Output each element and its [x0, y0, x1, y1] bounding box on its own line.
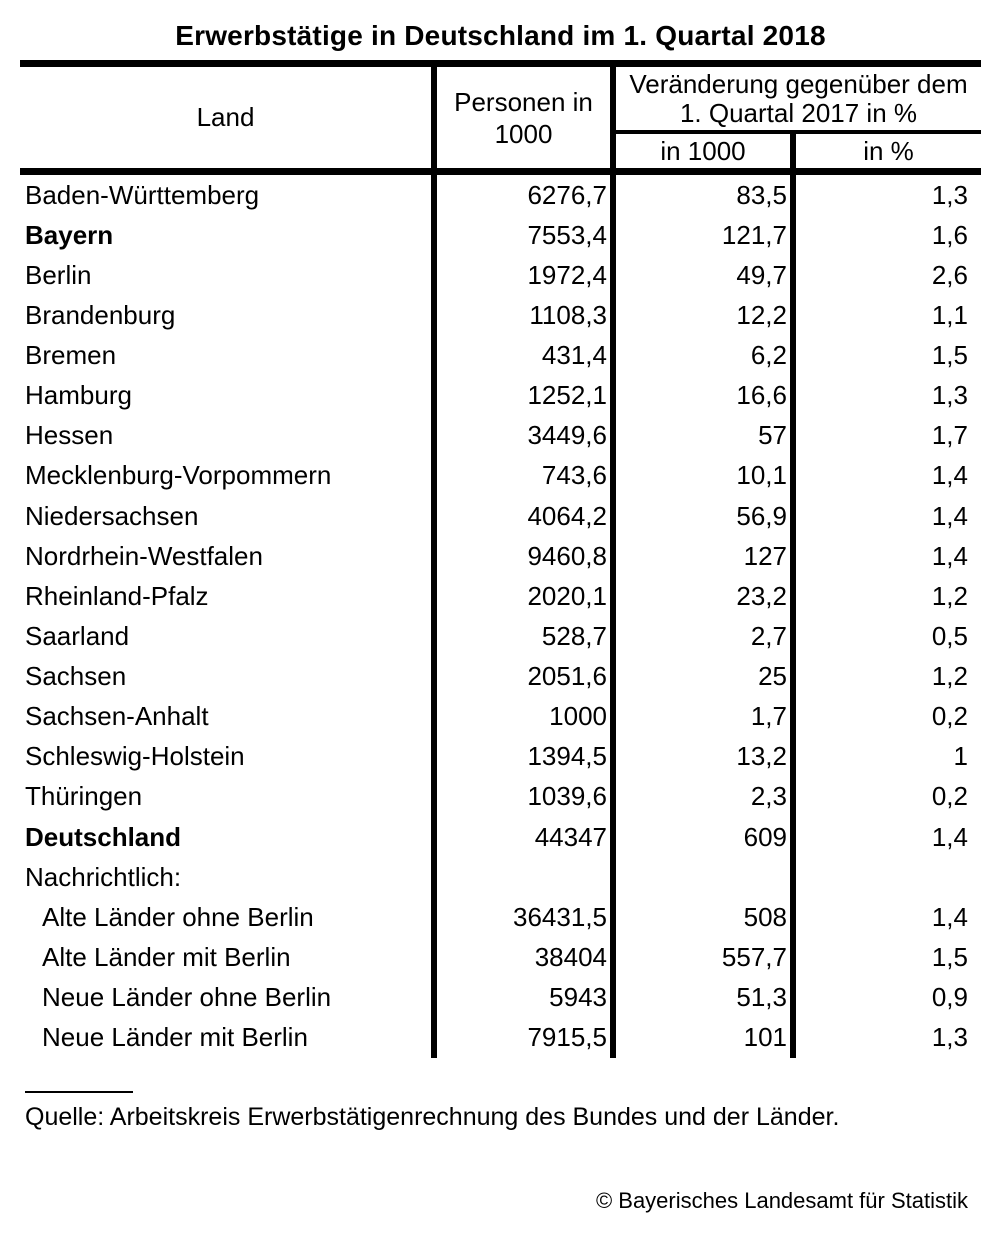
- cell-change-abs: 121,7: [616, 215, 796, 255]
- copyright-notice: © Bayerisches Landesamt für Statistik: [595, 1188, 968, 1213]
- header-change-in-1000: in 1000: [616, 134, 796, 168]
- cell-land: Sachsen-Anhalt: [20, 697, 437, 737]
- page-title: Erwerbstätige in Deutschland im 1. Quartal 2018: [175, 20, 826, 51]
- cell-persons: 1108,3: [437, 295, 616, 335]
- cell-change-pct: 1,3: [931, 179, 968, 210]
- cell-change-abs: 13,2: [616, 737, 796, 777]
- cell-land: Schleswig-Holstein: [20, 737, 437, 777]
- cell-change-abs: 25: [616, 657, 796, 697]
- table-row: [20, 255, 981, 295]
- cell-change-pct: 0,9: [931, 982, 968, 1013]
- cell-change-pct: 1,5: [931, 941, 968, 972]
- cell-persons: 3449,6: [437, 416, 616, 456]
- header-persons-in-1000: Personen in 1000: [437, 67, 616, 168]
- cell-persons: 1000: [437, 697, 616, 737]
- cell-change-abs: 1,7: [616, 697, 796, 737]
- cell-land: Thüringen: [20, 777, 437, 817]
- cell-land: Neue Länder ohne Berlin: [20, 978, 437, 1018]
- cell-change-abs: 23,2: [616, 576, 796, 616]
- table-row: [20, 536, 981, 576]
- header-subrow: [616, 134, 981, 168]
- cell-persons: 9460,8: [437, 536, 616, 576]
- cell-persons: 743,6: [437, 456, 616, 496]
- cell-change-pct: 0,5: [931, 620, 968, 651]
- source-note: Quelle: Arbeitskreis Erwerbstätigenrechnung des Bundes und der Länder.: [25, 1103, 840, 1131]
- cell-change-pct: 2,6: [931, 259, 968, 290]
- cell-persons: 6276,7: [437, 175, 616, 215]
- cell-persons: 1252,1: [437, 376, 616, 416]
- table-row: [20, 697, 981, 737]
- cell-persons: 1972,4: [437, 255, 616, 295]
- cell-persons: 36431,5: [437, 897, 616, 937]
- cell-change-pct: 1,4: [931, 500, 968, 531]
- table-row: [20, 817, 981, 857]
- header-change-in-percent: in %: [863, 135, 914, 166]
- cell-change-pct: [796, 857, 981, 897]
- table-row: [20, 336, 981, 376]
- cell-land: Alte Länder mit Berlin: [20, 937, 437, 977]
- cell-change-abs: 2,3: [616, 777, 796, 817]
- cell-change-pct: 0,2: [931, 701, 968, 732]
- cell-land: Baden-Württemberg: [20, 175, 437, 215]
- cell-land: Nordrhein-Westfalen: [20, 536, 437, 576]
- cell-change-abs: 16,6: [616, 376, 796, 416]
- cell-change-abs: 51,3: [616, 978, 796, 1018]
- header-land: Land: [20, 67, 437, 168]
- table-body: [20, 175, 981, 1058]
- cell-land: Niedersachsen: [20, 496, 437, 536]
- cell-change-abs: 56,9: [616, 496, 796, 536]
- cell-change-pct: 1,2: [931, 661, 968, 692]
- cell-change-pct: 1,3: [931, 1022, 968, 1053]
- table-row: [20, 175, 981, 215]
- cell-change-pct: 1,2: [931, 580, 968, 611]
- cell-persons: 2020,1: [437, 576, 616, 616]
- cell-land: Bremen: [20, 336, 437, 376]
- cell-persons: 7553,4: [437, 215, 616, 255]
- cell-change-pct: 1,7: [931, 420, 968, 451]
- cell-land: Alte Länder ohne Berlin: [20, 897, 437, 937]
- cell-land: Mecklenburg-Vorpommern: [20, 456, 437, 496]
- header-change-group-cell: [616, 67, 981, 168]
- header-change-group: Veränderung gegenüber dem 1. Quartal 2017 in %: [629, 68, 968, 128]
- cell-change-abs: 101: [616, 1018, 796, 1058]
- cell-land: Hessen: [20, 416, 437, 456]
- cell-change-pct: 1,4: [931, 460, 968, 491]
- cell-change-abs: 2,7: [616, 616, 796, 656]
- cell-land: Brandenburg: [20, 295, 437, 335]
- cell-change-abs: 609: [616, 817, 796, 857]
- cell-change-pct: 0,2: [931, 781, 968, 812]
- cell-land: Neue Länder mit Berlin: [20, 1018, 437, 1058]
- cell-persons: 1394,5: [437, 737, 616, 777]
- cell-change-pct: 1,3: [931, 380, 968, 411]
- cell-persons: 431,4: [437, 336, 616, 376]
- cell-change-abs: 83,5: [616, 175, 796, 215]
- cell-persons: 2051,6: [437, 657, 616, 697]
- cell-change-abs: 508: [616, 897, 796, 937]
- table-row: [20, 657, 981, 697]
- cell-change-pct: 1,4: [931, 540, 968, 571]
- table-row: [20, 616, 981, 656]
- cell-change-pct: 1: [953, 741, 968, 772]
- cell-land: Bayern: [20, 215, 437, 255]
- cell-change-pct: 1,6: [931, 219, 968, 250]
- cell-land: Sachsen: [20, 657, 437, 697]
- table-row: [20, 215, 981, 255]
- table-row: [20, 376, 981, 416]
- cell-change-abs: 12,2: [616, 295, 796, 335]
- footnote-rule: [25, 1091, 133, 1093]
- table-row: [20, 416, 981, 456]
- cell-persons: 528,7: [437, 616, 616, 656]
- cell-persons: 5943: [437, 978, 616, 1018]
- table-row: [20, 1018, 981, 1058]
- table-row: [20, 576, 981, 616]
- cell-persons: 7915,5: [437, 1018, 616, 1058]
- cell-change-pct: 1,1: [931, 299, 968, 330]
- table-row: [20, 496, 981, 536]
- cell-change-abs: 49,7: [616, 255, 796, 295]
- cell-change-pct: 1,4: [931, 821, 968, 852]
- cell-change-pct: 1,4: [931, 901, 968, 932]
- employment-table: [20, 60, 981, 1058]
- cell-land: Nachrichtlich:: [20, 857, 437, 897]
- cell-change-abs: 557,7: [616, 937, 796, 977]
- cell-persons: 1039,6: [437, 777, 616, 817]
- table-row: [20, 456, 981, 496]
- cell-land: Deutschland: [20, 817, 437, 857]
- cell-persons: 44347: [437, 817, 616, 857]
- table-header: [20, 60, 981, 175]
- cell-change-abs: 10,1: [616, 456, 796, 496]
- cell-change-abs: 127: [616, 536, 796, 576]
- cell-change-abs: [616, 857, 796, 897]
- table-row: [20, 737, 981, 777]
- table-row: [20, 777, 981, 817]
- cell-persons: 4064,2: [437, 496, 616, 536]
- cell-change-abs: 57: [616, 416, 796, 456]
- table-row: [20, 295, 981, 335]
- cell-change-abs: 6,2: [616, 336, 796, 376]
- cell-persons: 38404: [437, 937, 616, 977]
- cell-land: Saarland: [20, 616, 437, 656]
- cell-land: Hamburg: [20, 376, 437, 416]
- table-row: [20, 937, 981, 977]
- table-row: [20, 857, 981, 897]
- cell-change-pct: 1,5: [931, 340, 968, 371]
- table-row: [20, 897, 981, 937]
- table-row: [20, 978, 981, 1018]
- cell-land: Berlin: [20, 255, 437, 295]
- cell-persons: [437, 857, 616, 897]
- cell-land: Rheinland-Pfalz: [20, 576, 437, 616]
